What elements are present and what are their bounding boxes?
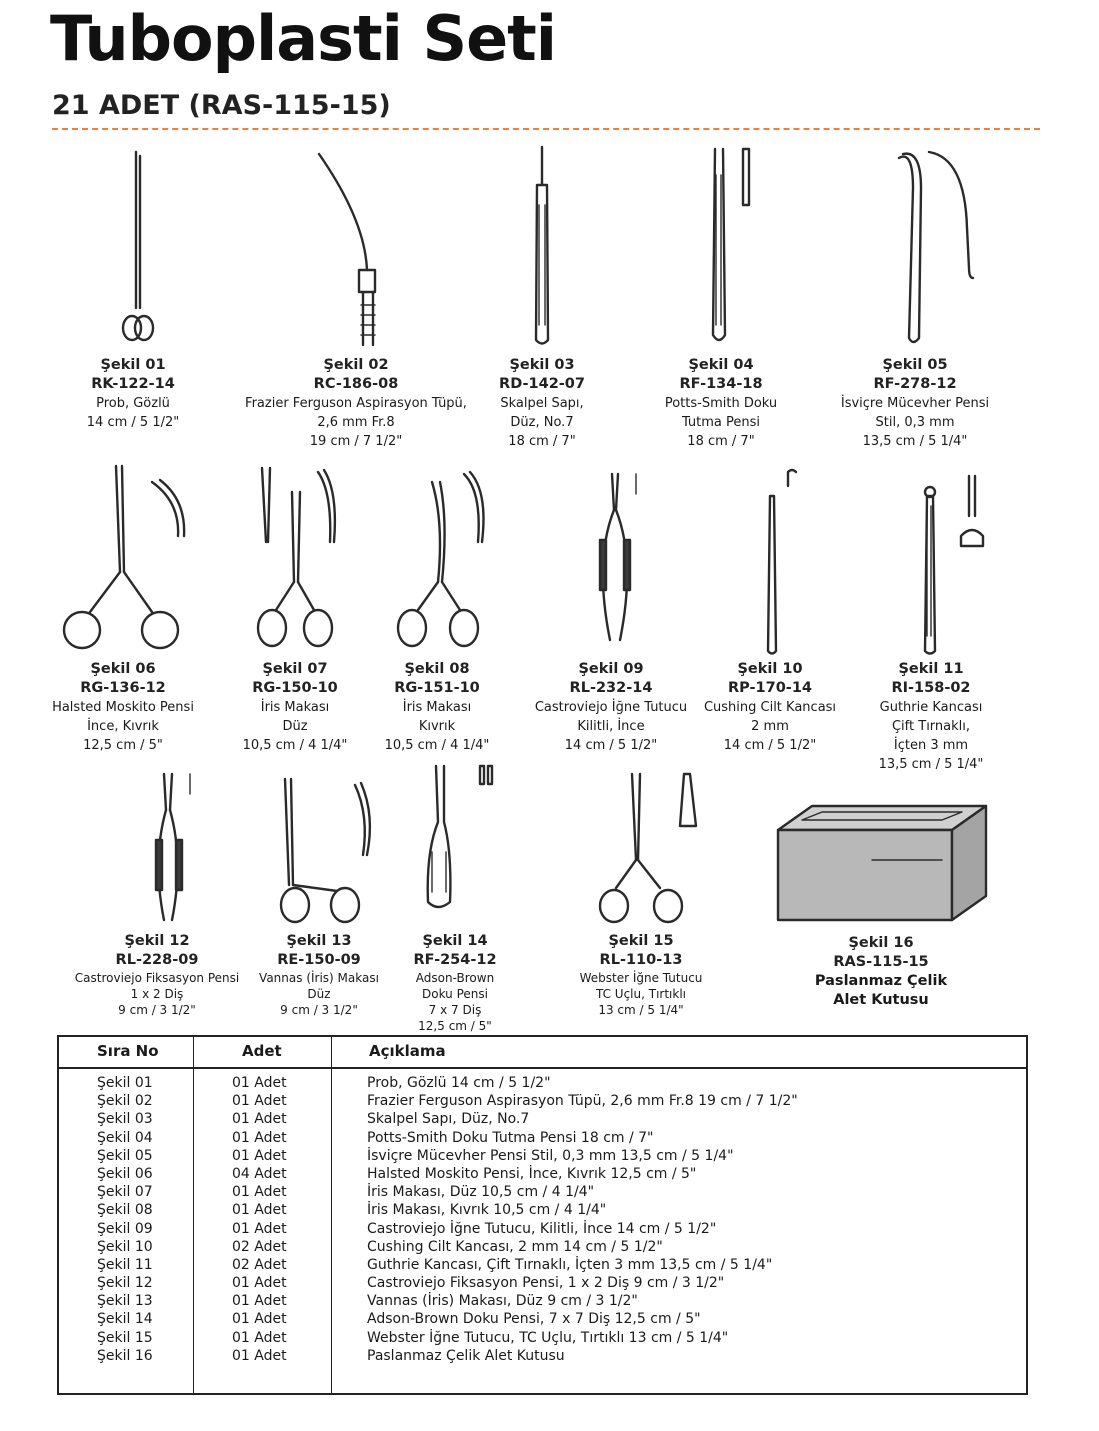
row-figure: Şekil 13 (97, 1293, 153, 1310)
row-figure: Şekil 02 (97, 1093, 153, 1110)
table-row (59, 1257, 1026, 1275)
row-figure: Şekil 06 (97, 1165, 153, 1182)
double-hook-icon (915, 466, 985, 656)
figure-caption-02: Şekil 02 RC-186-08 Frazier Ferguson Aspirasyon Tüpü, 2,6 mm Fr.8 19 cm / 7 1/2" (245, 357, 467, 449)
header-aciklama: Açıklama (369, 1042, 446, 1060)
row-figure: Şekil 14 (97, 1311, 153, 1328)
row-figure: Şekil 08 (97, 1202, 153, 1219)
figure-caption-04: Şekil 04 RF-134-18 Potts-Smith Doku Tutma Pensi 18 cm / 7" (664, 357, 778, 449)
figure-caption-01: Şekil 01 RK-122-14 Prob, Gözlü 14 cm / 5 1/2" (86, 357, 180, 430)
table-row (59, 1221, 1026, 1239)
figure-caption-07: Şekil 07 RG-150-10 İris Makası Düz 10,5 cm / 4 1/4" (242, 661, 348, 753)
figure-caption-13: Şekil 13 RE-150-09 Vannas (İris) Makası Düz 9 cm / 3 1/2" (259, 933, 379, 1017)
vannas-scissors-icon (275, 775, 375, 930)
row-description: Skalpel Sapı, Düz, No.7 (367, 1111, 530, 1128)
row-quantity: 01 Adet (232, 1293, 287, 1310)
table-row (59, 1311, 1026, 1329)
row-description: Frazier Ferguson Aspirasyon Tüpü, 2,6 mm Fr.8 19 cm / 7 1/2" (367, 1093, 798, 1110)
row-description: Halsted Moskito Pensi, İnce, Kıvrık 12,5 cm / 5" (367, 1165, 697, 1182)
table-row (59, 1202, 1026, 1220)
row-description: Castroviejo İğne Tutucu, Kilitli, İnce 14 cm / 5 1/2" (367, 1220, 717, 1237)
row-figure: Şekil 16 (97, 1347, 153, 1364)
row-description: Prob, Gözlü 14 cm / 5 1/2" (367, 1075, 551, 1091)
page-title: Tuboplasti Seti (50, 2, 557, 75)
row-figure: Şekil 15 (97, 1329, 153, 1346)
row-description: İris Makası, Düz 10,5 cm / 4 1/4" (367, 1184, 595, 1201)
row-figure: Şekil 03 (97, 1111, 153, 1128)
table-row (59, 1166, 1026, 1184)
row-quantity: 01 Adet (232, 1275, 287, 1292)
figure-caption-06: Şekil 06 RG-136-12 Halsted Moskito Pensi İnce, Kıvrık 12,5 cm / 5" (52, 661, 194, 753)
row-quantity: 01 Adet (232, 1329, 287, 1346)
row-quantity: 01 Adet (232, 1184, 287, 1201)
scalpel-handle-icon (528, 145, 558, 350)
row-quantity: 01 Adet (232, 1147, 287, 1164)
row-description: Webster İğne Tutucu, TC Uçlu, Tırtıklı 13 cm / 5 1/4" (367, 1329, 729, 1346)
row-description: Castroviejo Fiksasyon Pensi, 1 x 2 Diş 9 cm / 3 1/2" (367, 1275, 725, 1292)
table-body (59, 1075, 1026, 1366)
row-description: Guthrie Kancası, Çift Tırnaklı, İçten 3 mm 13,5 cm / 5 1/4" (367, 1256, 773, 1273)
table-header (59, 1037, 1026, 1069)
skin-hook-icon (762, 466, 802, 656)
table-row (59, 1348, 1026, 1366)
table-row (59, 1130, 1026, 1148)
row-figure: Şekil 11 (97, 1256, 153, 1273)
row-quantity: 01 Adet (232, 1075, 287, 1091)
row-quantity: 02 Adet (232, 1256, 287, 1273)
header-sira-no: Sıra No (97, 1042, 159, 1060)
row-figure: Şekil 05 (97, 1147, 153, 1164)
row-quantity: 04 Adet (232, 1165, 287, 1182)
row-figure: Şekil 10 (97, 1238, 153, 1255)
row-description: İris Makası, Kıvrık 10,5 cm / 4 1/4" (367, 1202, 607, 1219)
row-figure: Şekil 01 (97, 1075, 153, 1091)
suction-tube-icon (315, 150, 395, 350)
mosquito-forceps-icon (60, 462, 190, 657)
table-row (59, 1093, 1026, 1111)
probe-icon (118, 148, 158, 348)
table-row (59, 1184, 1026, 1202)
dashed-divider (52, 128, 1040, 130)
table-row (59, 1330, 1026, 1348)
row-figure: Şekil 12 (97, 1275, 153, 1292)
set-subtitle: 21 ADET (RAS-115-15) (52, 90, 391, 121)
contents-table (57, 1035, 1028, 1395)
figure-caption-15: Şekil 15 RL-110-13 Webster İğne Tutucu TC Uçlu, Tırtıklı 13 cm / 5 1/4" (579, 933, 703, 1017)
row-description: Potts-Smith Doku Tutma Pensi 18 cm / 7" (367, 1129, 654, 1146)
figure-caption-05: Şekil 05 RF-278-12 İsviçre Mücevher Pensi Stil, 0,3 mm 13,5 cm / 5 1/4" (840, 357, 990, 449)
row-description: Adson-Brown Doku Pensi, 7 x 7 Diş 12,5 cm / 5" (367, 1311, 701, 1328)
row-description: Cushing Cilt Kancası, 2 mm 14 cm / 5 1/2" (367, 1238, 663, 1255)
table-row (59, 1275, 1026, 1293)
table-row (59, 1239, 1026, 1257)
header-adet: Adet (242, 1042, 282, 1060)
table-row (59, 1111, 1026, 1129)
figure-caption-10: Şekil 10 RP-170-14 Cushing Cilt Kancası 2 mm 14 cm / 5 1/2" (703, 661, 837, 753)
row-description: İsviçre Mücevher Pensi Stil, 0,3 mm 13,5 cm / 5 1/4" (367, 1147, 734, 1164)
instrument-box-icon (772, 800, 992, 930)
adson-brown-forceps-icon (420, 762, 500, 932)
row-quantity: 01 Adet (232, 1311, 287, 1328)
table-row (59, 1148, 1026, 1166)
fixation-forceps-icon (150, 770, 200, 930)
row-quantity: 01 Adet (232, 1129, 287, 1146)
figure-caption-09: Şekil 09 RL-232-14 Castroviejo İğne Tutucu Kilitli, İnce 14 cm / 5 1/2" (534, 661, 688, 753)
row-figure: Şekil 09 (97, 1220, 153, 1237)
row-figure: Şekil 04 (97, 1129, 153, 1146)
figure-caption-12: Şekil 12 RL-228-09 Castroviejo Fiksasyon Pensi 1 x 2 Diş 9 cm / 3 1/2" (74, 933, 240, 1017)
row-quantity: 01 Adet (232, 1202, 287, 1219)
row-description: Paslanmaz Çelik Alet Kutusu (367, 1347, 565, 1364)
iris-scissors-curved-icon (392, 462, 492, 657)
tissue-forceps-icon (705, 145, 755, 350)
row-quantity: 01 Adet (232, 1220, 287, 1237)
row-quantity: 02 Adet (232, 1238, 287, 1255)
figure-caption-08: Şekil 08 RG-151-10 İris Makası Kıvrık 10,5 cm / 4 1/4" (384, 661, 490, 753)
figure-caption-16: Şekil 16 RAS-115-15 Paslanmaz Çelik Alet Kutusu (814, 935, 948, 1008)
figure-caption-11: Şekil 11 RI-158-02 Guthrie Kancası Çift Tırnaklı, İçten 3 mm 13,5 cm / 5 1/4" (878, 661, 984, 772)
table-row (59, 1075, 1026, 1093)
row-quantity: 01 Adet (232, 1347, 287, 1364)
iris-scissors-straight-icon (252, 462, 342, 657)
webster-needle-holder-icon (596, 770, 716, 930)
row-description: Vannas (İris) Makası, Düz 9 cm / 3 1/2" (367, 1293, 638, 1310)
table-row (59, 1293, 1026, 1311)
row-figure: Şekil 07 (97, 1184, 153, 1201)
row-quantity: 01 Adet (232, 1093, 287, 1110)
figure-caption-03: Şekil 03 RD-142-07 Skalpel Sapı, Düz, No.7 18 cm / 7" (499, 357, 585, 449)
needle-holder-icon (590, 470, 650, 650)
row-quantity: 01 Adet (232, 1111, 287, 1128)
jeweler-forceps-icon (895, 148, 975, 348)
figure-caption-14: Şekil 14 RF-254-12 Adson-Brown Doku Pensi 7 x 7 Diş 12,5 cm / 5" (413, 933, 497, 1033)
